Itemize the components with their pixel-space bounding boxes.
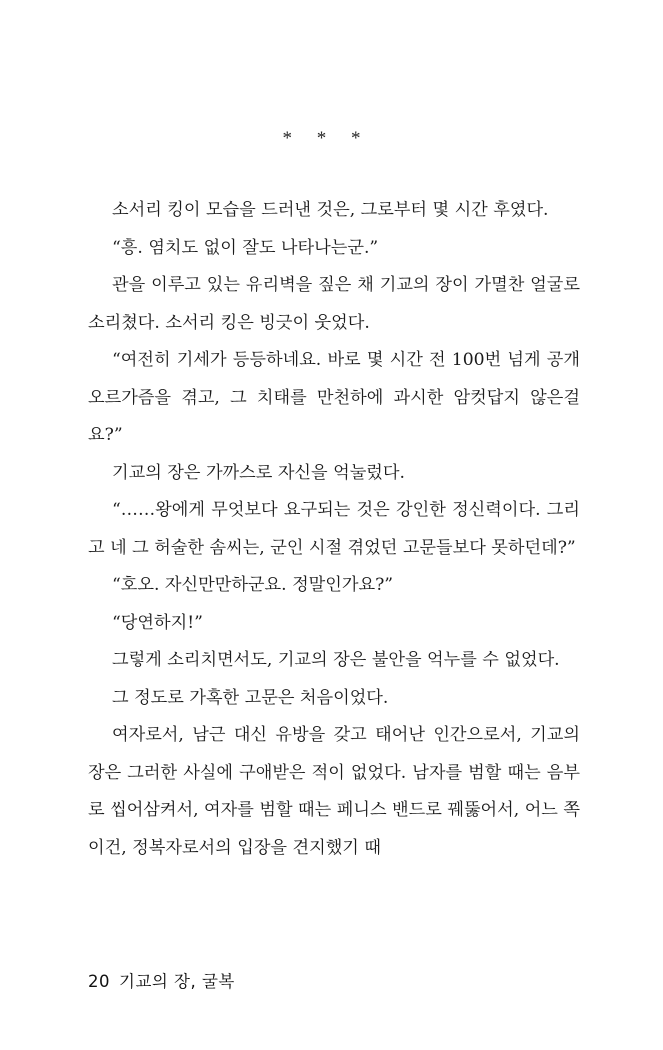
paragraph: “호오. 자신만만하군요. 정말인가요?”	[112, 575, 394, 595]
paragraph: 관을 이루고 있는 유리벽을 짚은 채 기교의 장이 가멸찬 얼굴로 소리쳤다. 소서리 킹은 빙긋이 웃었다.	[88, 275, 580, 333]
paragraph: 그렇게 소리치면서도, 기교의 장은 불안을 억누를 수 없었다.	[112, 650, 560, 670]
paragraph: “흥. 염치도 없이 잘도 나타나는군.”	[112, 237, 379, 258]
running-title: 기교의 장, 굴복	[119, 972, 235, 991]
paragraph: “당연하지!”	[112, 612, 203, 633]
paragraph: 소서리 킹이 모습을 드러낸 것은, 그로부터 몇 시간 후였다.	[112, 200, 549, 220]
page-footer	[88, 968, 235, 992]
scene-break-divider: * * *	[282, 128, 371, 149]
paragraph: 그 정도로 가혹한 고문은 처음이었다.	[112, 687, 389, 708]
paragraph: 기교의 장은 가까스로 자신을 억눌렀다.	[112, 462, 405, 483]
body-text-block	[88, 192, 580, 867]
paragraph: “……왕에게 무엇보다 요구되는 것은 강인한 정신력이다. 그리고 네 그 허술한 솜씨는, 군인 시절 겪었던 고문들보다 못하던데?”	[88, 500, 580, 558]
paragraph: “여전히 기세가 등등하네요. 바로 몇 시간 전 100번 넘게 공개 오르가즘을 겪고, 그 치태를 만천하에 과시한 암컷답지 않은걸요?”	[88, 350, 580, 445]
page-number: 20	[88, 972, 110, 991]
paragraph: 여자로서, 남근 대신 유방을 갖고 태어난 인간으로서, 기교의 장은 그러한 사실에 구애받은 적이 없었다. 남자를 범할 때는 음부로 씹어삼켜서, 여자를 범할 때는 페니스 밴드로 꿰뚫어서, 어느 쪽이건, 정복자로서의 입장을 견지했기 때	[88, 725, 580, 858]
